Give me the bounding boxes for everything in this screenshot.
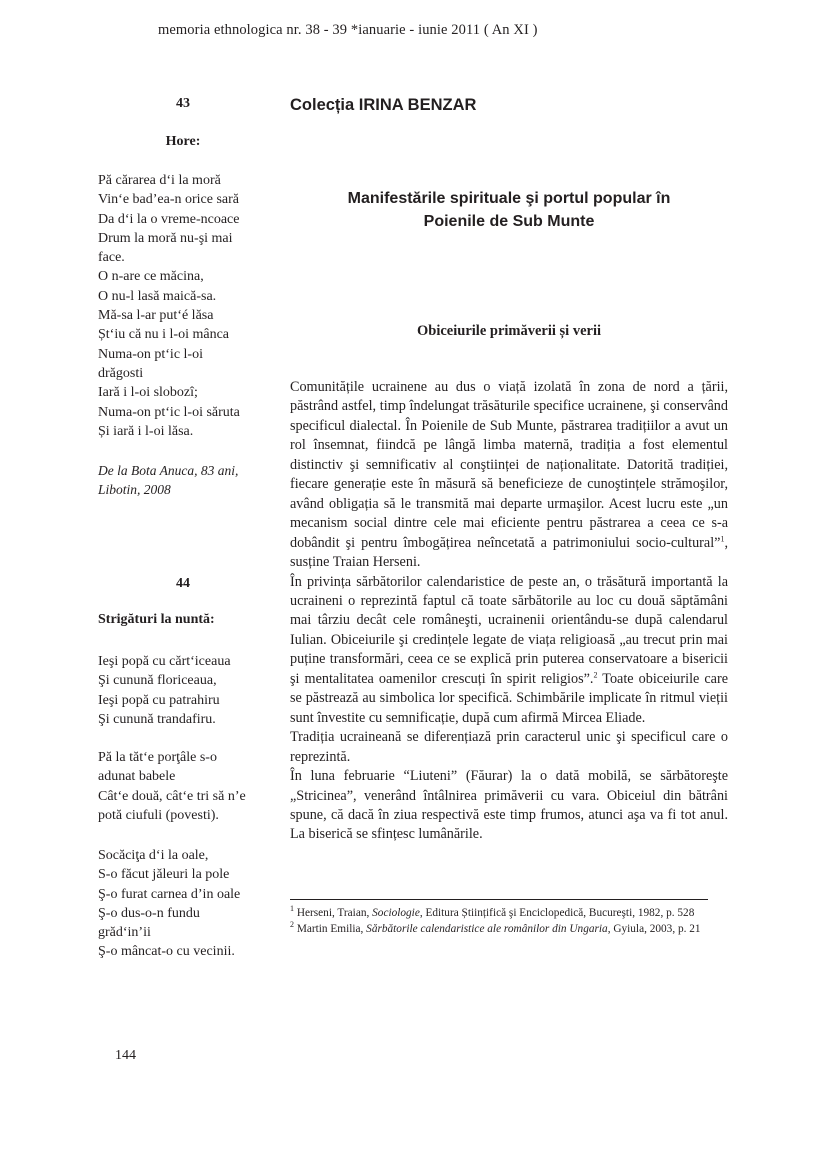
paragraph-text: , susține Traian Herseni. [290, 534, 728, 571]
poem-line: Șt‘iu că nu i l-oi mânca [98, 327, 230, 343]
poem-number: 44 [176, 576, 190, 591]
poem-line: drăgosti [98, 365, 144, 381]
footnote-mark: 2 [290, 919, 294, 929]
footnote-text: Herseni, Traian, [294, 907, 373, 919]
poem-line: face. [98, 250, 125, 266]
footnote-work-title: Sociologie [372, 907, 420, 919]
poem-line: Ş-o dus-o-n fundu [98, 905, 200, 921]
paragraph: În luna februarie “Liuteni” (Făurar) la o dată mobilă, se sărbătoreşte „Stricinea”, venerând întâlnirea primăverii cu vara. Obiceiul din bătrâni spune, că dacă în ziua respectivă este timp frumos, atunci aşa va fi tot anul. La biserică se sfințesc lumânările. [290, 768, 728, 843]
poem-source [98, 461, 273, 499]
poem-line: Socăciţa d‘i la oale, [98, 848, 209, 863]
poem-number: 43 [176, 96, 190, 111]
footnote-ref: 2 [593, 670, 598, 680]
footnote-text: , Gyiula, 2003, p. 21 [607, 922, 701, 935]
footnote-text: Martin Emilia, [294, 922, 367, 935]
poem-stanza [98, 846, 240, 962]
poem-line: Vin‘e bad’ea-n orice sară [98, 192, 240, 208]
poem-stanza [98, 748, 246, 825]
page-number: 144 [115, 1048, 136, 1063]
article-title-line: Manifestările spirituale şi portul popular în [347, 190, 671, 207]
poem-line: adunat babele [98, 769, 176, 785]
poem-line: Ş-o mâncat-o cu vecinii. [98, 944, 235, 960]
paragraph-text: Comunitățile ucrainene au dus o viață izolată în zona de nord a țării, păstrând astfel, timp îndelungat trăsăturile specifice ucrainene, şi conservând specificul dialectal. În Poienile de Sub Munte, păstrarea tradițiilor a avut un rol însemnat, fiindcă pe lângă limba maternă, tradiția a fost elementul distinctiv şi semnificativ al conştiinței de naționalitate. Datorită tradiției, fiecare generație este în măsură să beneficieze de cunoştințele strămoşilor, având obligația să le transmită mai departe urmaşilor. Acest lucru este „un mecanism social dintre cele mai eficiente pentru păstrarea a ceea ce s-a dobândit şi pentru îmbogățirea neîncetată a patrimoniului socio-cultural” [290, 379, 728, 551]
poem-line: S-o făcut jăleuri la pole [98, 867, 230, 883]
poem-line: Şi cunună trandafiru. [98, 711, 216, 727]
section-title: Obiceiurile primăverii și verii [416, 323, 602, 339]
poem-line: Da d‘i la o vreme-ncoace [98, 211, 240, 227]
poem-line: Pă cărarea d‘i la moră [98, 173, 221, 188]
footnote [290, 919, 728, 938]
poem-line: O n-are ce măcina, [98, 269, 204, 285]
paragraph: Tradiția ucraineană se diferențiază prin caracterul unic şi specificul care o reprezintă. [290, 729, 728, 765]
article-title [290, 187, 728, 233]
poem-line: Numa-on pt‘ic l-oi săruta [98, 404, 240, 420]
paragraph [290, 378, 728, 573]
paragraph-text: În privința sărbătorilor calendaristice de peste an, o trăsătură importantă la ucraineni o reprezintă faptul că toate sărbătorile au loc cu două săptămâni mai târziu decât cele româneşti, ucrainenii orientându-se după calendarul Iulian. Obiceiurile şi credințele legate de viața religioasă „au trecut prin mai puține transformări, ceea ce se explică prin puterea conservatoare a bisericii şi mentalitatea oamenilor crescuți în spirit religios”. [290, 573, 728, 687]
paragraph-text: Toate obiceiurile care se păstrează au simbolica lor specifică. Schimbările implicate în ritmul vieții sunt învestite cu semnificație, după cum afirmă Mircea Eliade. [290, 670, 728, 726]
footnote-ref: 1 [720, 533, 725, 543]
footnote [290, 906, 728, 922]
article-body [290, 378, 728, 845]
footnote-work-title: Sărbătorile calendaristice ale românilor din Ungaria [366, 922, 608, 935]
article-title-line: Poienile de Sub Munte [423, 213, 595, 230]
collection-heading: Colecția IRINA BENZAR [290, 96, 477, 114]
poem-line: Pă la tăt‘e porţâle s-o [98, 750, 217, 765]
footnote-divider [290, 899, 708, 900]
poem-line: Mă-sa l-ar put‘é lăsa [98, 308, 214, 324]
footnote-text: , Editura Științifică şi Enciclopedică, Bucureşti, 1982, p. 528 [419, 907, 695, 919]
poem-line: Ieşi popă cu cărt‘iceaua [98, 654, 231, 669]
footnotes [290, 906, 728, 937]
paragraph [290, 573, 728, 729]
poem-line: potă ciufuli (povesti). [98, 807, 219, 823]
poem-line: Şi cunună floriceaua, [98, 673, 217, 689]
poem-line: O nu-l lasă maică-sa. [98, 288, 217, 304]
poem-title: Strigături la nuntă: [98, 612, 215, 627]
poem-line: Cât‘e două, cât‘e tri să n’e [98, 788, 246, 804]
poem-line: Drum la moră nu-şi mai [98, 230, 233, 246]
footnote-mark: 1 [290, 904, 294, 914]
poem-line: grăd‘in’ii [98, 925, 151, 941]
running-header: memoria ethnologica nr. 38 - 39 *ianuarie - iunie 2011 ( An XI ) [158, 22, 538, 38]
poem-line: Și iară i l-oi lăsa. [98, 423, 194, 439]
poem-stanza [98, 652, 231, 729]
poem-line: Ş-o furat carnea d’in oale [98, 886, 241, 902]
poem-title: Hore: [165, 134, 201, 149]
poem-line: Ieşi popă cu patrahiru [98, 692, 220, 708]
poem-line: Numa-on pt‘ic l-oi [98, 346, 203, 362]
poem-line: Iară i l-oi slobozî; [98, 385, 198, 401]
source-line: De la Bota Anuca, 83 ani, [98, 463, 239, 478]
poem-lines [98, 171, 240, 441]
source-line: Libotin, 2008 [98, 482, 171, 497]
